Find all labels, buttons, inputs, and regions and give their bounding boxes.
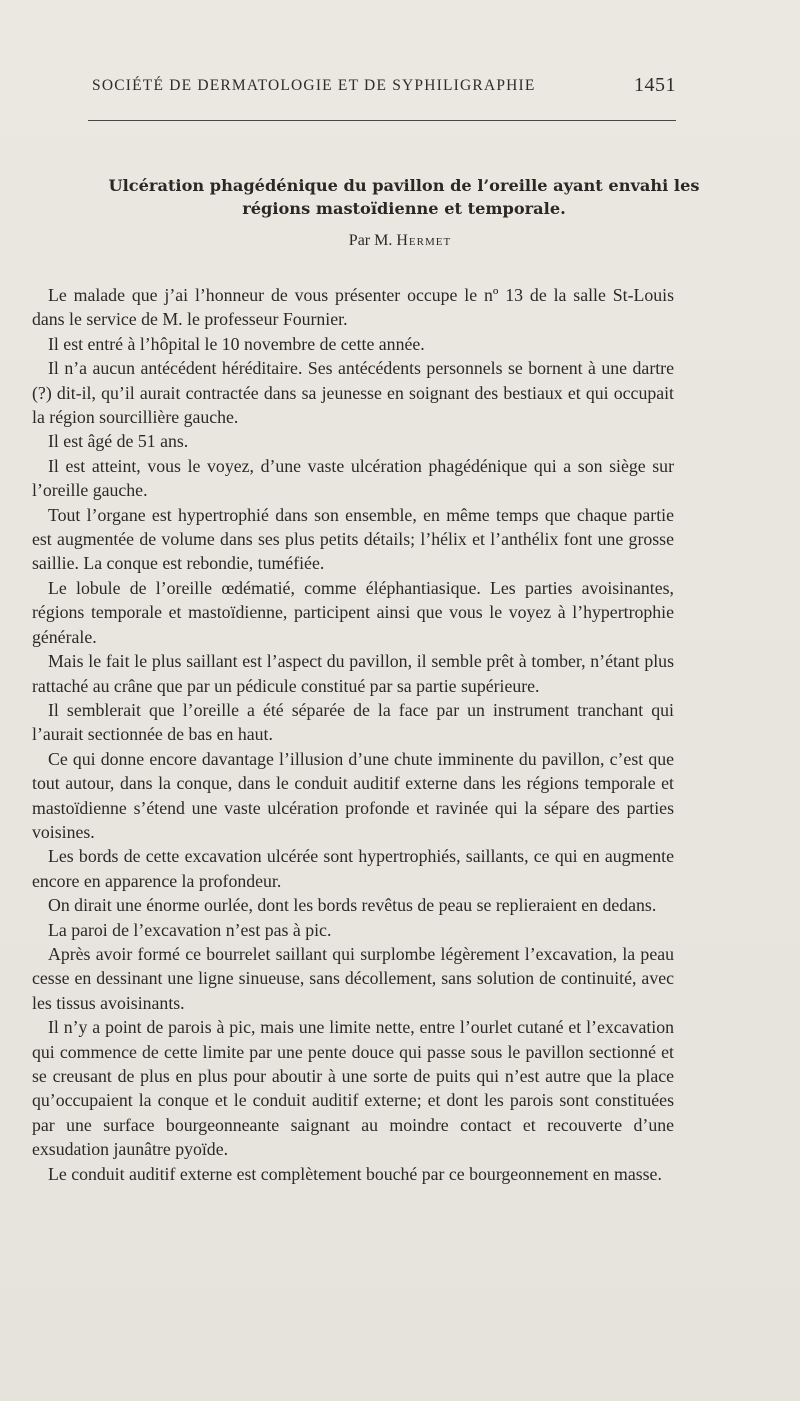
page-number: 1451 — [634, 74, 676, 96]
running-title: SOCIÉTÉ DE DERMATOLOGIE ET DE SYPHILIGRAPHIE — [92, 77, 536, 94]
paragraph: Ce qui donne encore davantage l’illusion d’une chute imminente du pavillon, c’est que tout autour, dans la conque, dans le conduit auditif externe dans les régions temporale et mastoïdienne s’étend une vaste ulcération profonde et ravinée qui la sépare des parties voisines. — [32, 748, 674, 842]
paragraph: Le malade que j’ai l’honneur de vous présenter occupe le nº 13 de la salle St-Louis dans le service de M. le professeur Fournier. — [32, 285, 674, 330]
paragraph: Il est entré à l’hôpital le 10 novembre de cette année. — [48, 333, 425, 354]
paragraph: La paroi de l’excavation n’est pas à pic. — [48, 919, 332, 940]
byline-prefix: Par M. — [348, 232, 393, 249]
author-name: Hermet — [396, 232, 452, 249]
paragraph: Tout l’organe est hypertrophié dans son ensemble, en même temps que chaque partie est augmentée de volume dans ses plus petits détails; l’hélix et l’anthélix font une grosse saillie. La conque est rebondie, tuméfiée. — [32, 504, 674, 574]
paragraph: Le lobule de l’oreille œdématié, comme éléphantiasique. Les parties avoisinantes, régions temporale et mastoïdienne, participent ainsi que vous le voyez à l’hypertrophie générale. — [32, 577, 674, 647]
paragraph: Il n’y a point de parois à pic, mais une limite nette, entre l’ourlet cutané et l’excavation qui commence de cette limite par une pente douce qui passe sous le pavillon sectionné et se creusant de plus en plus pour aboutir à une sorte de puits qui n’est autre que la place qu’occupaient la conque et le conduit auditif externe; et dont les parois sont constituées par une surface bourgeonneante saignant au moindre contact et recouverte d’une exsudation jaunâtre pyoïde. — [32, 1017, 674, 1160]
article-title — [50, 174, 758, 220]
paragraph: Mais le fait le plus saillant est l’aspect du pavillon, il semble prêt à tomber, n’étant plus rattaché au crâne que par un pédicule constitué par sa partie supérieure. — [32, 651, 674, 696]
paragraph: Après avoir formé ce bourrelet saillant qui surplombe légèrement l’excavation, la peau cesse en dessinant une ligne sinueuse, sans décollement, sans solution de continuité, avec les tissus avoisinants. — [32, 943, 674, 1013]
article-title-line-2: régions mastoïdienne et temporale. — [242, 199, 566, 218]
paragraph: Il est âgé de 51 ans. — [48, 431, 189, 452]
article-body — [32, 283, 674, 1186]
paragraph: On dirait une énorme ourlée, dont les bords revêtus de peau se replieraient en dedans. — [48, 895, 657, 916]
header-rule — [88, 120, 676, 121]
paragraph: Le conduit auditif externe est complètement bouché par ce bourgeonnement en masse. — [48, 1163, 662, 1184]
paragraph: Il n’a aucun antécédent héréditaire. Ses antécédents personnels se bornent à une dartre (?) dit-il, qu’il aurait contractée dans sa jeunesse en soignant des bestiaux et qui occupait la région sourcillière gauche. — [32, 358, 674, 428]
paragraph: Les bords de cette excavation ulcérée sont hypertrophiés, saillants, ce qui en augmente encore en apparence la profondeur. — [32, 846, 674, 891]
article-title-line-1: Ulcération phagédénique du pavillon de l’oreille ayant envahi les — [108, 176, 700, 195]
byline — [0, 232, 800, 250]
paragraph: Il est atteint, vous le voyez, d’une vaste ulcération phagédénique qui a son siège sur l’oreille gauche. — [32, 455, 674, 501]
paragraph: Il semblerait que l’oreille a été séparée de la face par un instrument tranchant qui l’aurait sectionnée de bas en haut. — [32, 699, 674, 745]
